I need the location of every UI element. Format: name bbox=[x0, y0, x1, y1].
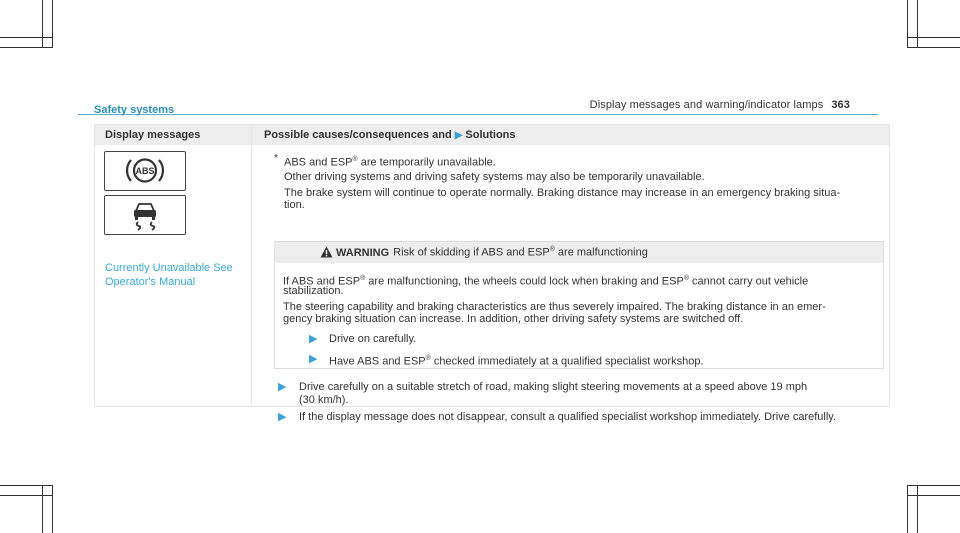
col-header-causes: Possible causes/consequences and ▶ Solutions bbox=[264, 129, 516, 141]
crop-mark bbox=[0, 485, 52, 486]
crop-mark bbox=[52, 485, 53, 533]
step-text: (30 km/h). bbox=[299, 394, 349, 406]
step-text: Drive carefully on a suitable stretch of road, making slight steering movements at a speed above 19 mph bbox=[299, 381, 808, 393]
paragraph: gency braking situation can increase. In addition, other driving safety systems are switched off. bbox=[283, 313, 744, 325]
step-text: If the display message does not disappear, consult a qualified specialist workshop immediately. Drive carefully. bbox=[299, 411, 837, 423]
page-number: 363 bbox=[831, 99, 850, 111]
warning-box bbox=[274, 241, 884, 369]
play-arrow-icon: ▶ bbox=[309, 353, 318, 365]
crop-mark bbox=[908, 47, 960, 48]
crop-mark bbox=[908, 37, 960, 38]
paragraph: The brake system will continue to operate normally. Braking distance may increase in an emergency braking situa- bbox=[284, 187, 841, 199]
paragraph: Other driving systems and driving safety systems may also be temporarily unavailable. bbox=[284, 171, 705, 183]
crop-mark bbox=[907, 485, 908, 533]
step-text: Have ABS and ESP® checked immediately at a qualified specialist workshop. bbox=[329, 355, 704, 368]
abs-lamp-icon bbox=[104, 151, 186, 191]
crop-mark bbox=[0, 47, 52, 48]
esp-skid-lamp-icon bbox=[104, 195, 186, 235]
paragraph: stabilization. bbox=[283, 285, 344, 297]
col-header-display-messages: Display messages bbox=[105, 129, 201, 141]
crop-mark bbox=[0, 37, 52, 38]
section-title: Safety systems bbox=[94, 104, 175, 116]
crop-mark bbox=[908, 495, 960, 496]
causes-cell bbox=[252, 145, 889, 423]
play-arrow-icon: ▶ bbox=[309, 333, 318, 345]
table-header bbox=[95, 125, 889, 145]
crop-mark bbox=[908, 485, 960, 486]
crop-mark bbox=[42, 0, 43, 48]
display-message-cell bbox=[95, 145, 251, 406]
step-text: Drive on carefully. bbox=[329, 333, 417, 345]
header-rule bbox=[78, 114, 878, 115]
header-title: Display messages and warning/indicator lamps bbox=[589, 99, 824, 111]
warning-triangle-icon bbox=[320, 246, 333, 258]
running-header bbox=[590, 99, 850, 111]
crop-mark bbox=[917, 485, 918, 533]
svg-text:ABS: ABS bbox=[135, 166, 155, 176]
play-arrow-icon: ▶ bbox=[454, 130, 463, 141]
message-table bbox=[94, 124, 890, 423]
status-message: Currently Unavailable See Operator's Manual bbox=[105, 262, 233, 288]
play-arrow-icon: ▶ bbox=[278, 381, 287, 393]
paragraph: tion. bbox=[284, 199, 305, 211]
crop-mark bbox=[917, 0, 918, 48]
crop-mark bbox=[907, 0, 908, 48]
paragraph: The steering capability and braking characteristics are thus severely impaired. The braking distance in an emer- bbox=[283, 301, 826, 313]
paragraph: ABS and ESP® are temporarily unavailable. bbox=[284, 156, 496, 169]
crop-mark bbox=[0, 495, 52, 496]
asterisk-marker: * bbox=[274, 153, 278, 164]
crop-mark bbox=[42, 485, 43, 533]
paragraph: If ABS and ESP® are malfunctioning, the wheels could lock when braking and ESP® cannot carry out vehicle bbox=[283, 275, 809, 288]
warning-header: WARNING Risk of skidding if ABS and ESP® are malfunctioning bbox=[275, 242, 883, 263]
warning-label: WARNING bbox=[336, 246, 390, 259]
play-arrow-icon: ▶ bbox=[278, 411, 287, 423]
crop-mark bbox=[52, 0, 53, 48]
